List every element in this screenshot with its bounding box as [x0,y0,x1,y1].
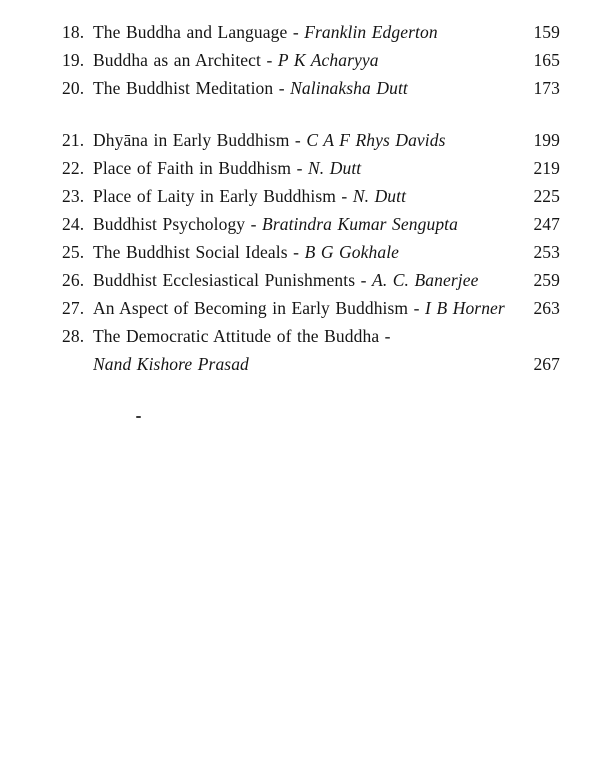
entry-number: 26. [62,270,85,290]
entry-number: 22. [62,158,85,178]
entry-author: Franklin Edgerton [304,22,438,42]
entry-title: The Democratic Attitude of the Buddha - [93,326,391,346]
entry-text [93,182,522,210]
entry-text [93,238,522,266]
toc-entry-27 [62,294,560,322]
entry-text [93,18,522,46]
toc-entry-23 [62,182,560,210]
entry-title: The Buddhist Social Ideals [93,242,288,262]
entry-number: 23. [62,186,85,206]
entry-page-number: 199 [533,130,560,150]
entry-number: 18. [62,22,85,42]
entry-number: 27. [62,298,85,318]
title-author-separator: - [245,214,263,234]
toc-entry-26 [62,266,560,294]
entry-28-author-line [62,350,560,378]
entry-title: Buddhist Psychology [93,214,246,234]
entry-number: 21. [62,130,85,150]
entry-text [93,266,522,294]
entry-page-number: 259 [533,270,560,290]
entry-page-number: 253 [533,242,560,262]
toc-entry-22 [62,154,560,182]
entry-title: The Buddhist Meditation [93,78,274,98]
entry-title: Buddhist Ecclesiastical Punishments [93,270,356,290]
title-author-separator: - [287,242,305,262]
title-author-separator: - [408,298,426,318]
toc-entry-24 [62,210,560,238]
entry-text [93,210,522,238]
entry-28-title-line [62,322,560,350]
entry-page-number: 173 [533,78,560,98]
title-author-separator: - [291,158,309,178]
title-author-separator: - [335,186,353,206]
title-author-separator: - [287,22,305,42]
entry-text [93,46,522,74]
entry-number: 25. [62,242,85,262]
entry-page-number: 159 [533,22,560,42]
entry-text [93,126,522,154]
toc-entry-21 [62,126,560,154]
title-author-separator: - [261,50,278,70]
toc-entry-28 [62,322,560,378]
entry-author: Nalinaksha Dutt [290,78,408,98]
entry-page-number: 219 [533,158,560,178]
entry-number: 20. [62,78,85,98]
toc-entry-25 [62,238,560,266]
toc-entry-20 [62,74,560,102]
title-author-separator: - [355,270,373,290]
title-author-separator: - [289,130,307,150]
entry-author: B G Gokhale [304,242,400,262]
entry-page-number: 225 [533,186,560,206]
entry-title: The Buddha and Language [93,22,288,42]
entry-page-number: 247 [533,214,560,234]
entry-number: 24. [62,214,85,234]
entry-page-number: 165 [533,50,560,70]
entry-text [93,294,522,322]
title-author-separator: - [273,78,291,98]
entry-author: C A F Rhys Davids [306,130,446,150]
entry-title: Place of Laity in Early Buddhism [93,186,336,206]
entry-title: An Aspect of Becoming in Early Buddhism [93,298,409,318]
entry-title: Place of Faith in Buddhism [93,158,292,178]
entry-page-number: 263 [533,298,560,318]
entry-text [93,74,522,102]
entry-author: N. Dutt [308,158,362,178]
entry-author: A. C. Banerjee [372,270,479,290]
entry-page-number: 267 [533,354,560,374]
entry-author: N. Dutt [352,186,407,206]
entry-author: I B Horner [425,298,505,318]
entry-author: Nand Kishore Prasad [93,354,249,374]
entry-text [93,154,522,182]
toc-entry-18 [62,18,560,46]
scan-artifact-speck [136,416,141,418]
entry-author: Bratindra Kumar Sengupta [262,214,458,234]
entry-number: 19. [62,50,85,70]
entry-author: P K Acharyya [277,50,379,70]
entry-title: Dhyāna in Early Buddhism [93,130,290,150]
entry-title: Buddha as an Architect [93,50,261,70]
entry-number: 28. [62,326,85,346]
toc-entry-19 [62,46,560,74]
